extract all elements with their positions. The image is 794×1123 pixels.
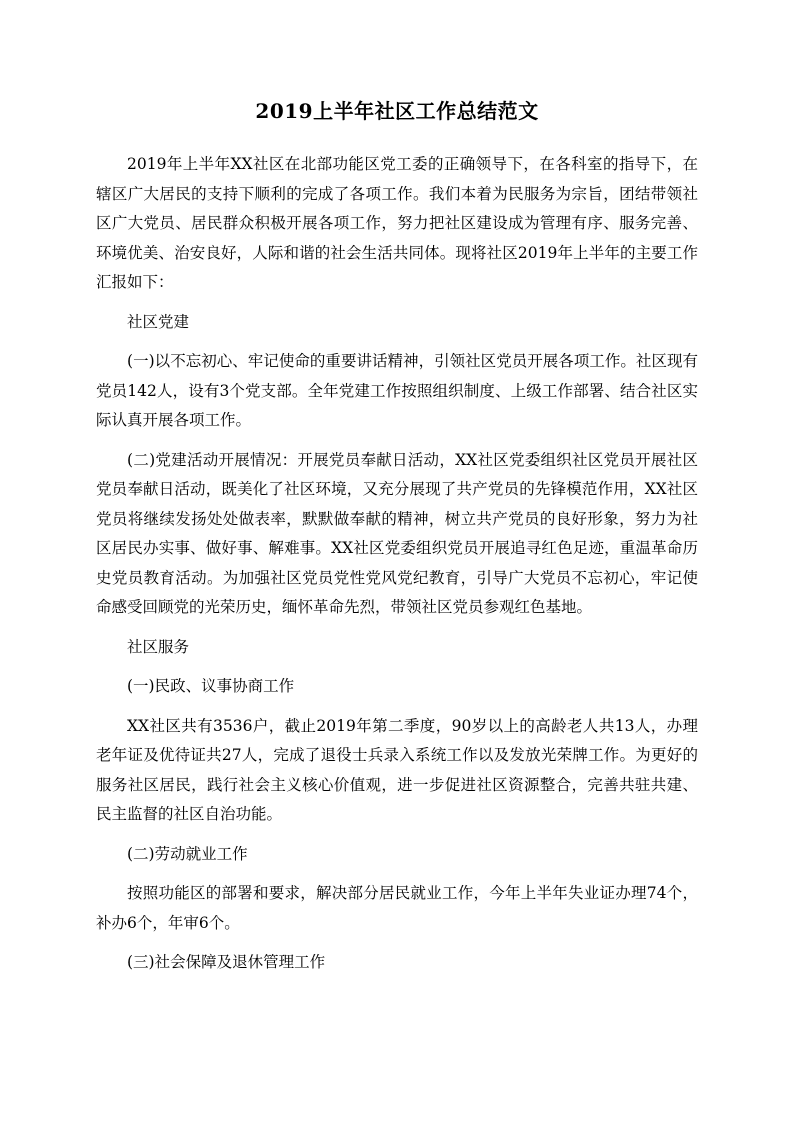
party-building-paragraph-2: (二)党建活动开展情况：开展党员奉献日活动，XX社区党委组织社区党员开展社区党员奉献日活动，既美化了社区环境，又充分展现了共产党员的先锋模范作用，XX社区党员将继续发扬处处做表率，默默做奉献的精神，树立共产党员的良好形象，努力为社区居民办实事、做好事、解难事。XX社区党委组织党员开展追寻红色足迹，重温革命历史党员教育活动。为加强社区党员党性党风党纪教育，引导广大党员不忘初心，牢记使命感受回顾党的光荣历史，缅怀革命先烈，带领社区党员参观红色基地。 (96, 450, 698, 616)
document-body (96, 150, 698, 988)
subheading-civil-affairs: (一)民政、议事协商工作 (127, 677, 295, 695)
subheading-employment: (二)劳动就业工作 (127, 844, 248, 863)
section-heading-party-building: 社区党建 (127, 312, 190, 331)
party-building-paragraph-1: (一)以不忘初心、牢记使命的重要讲话精神，引领社区党员开展各项工作。社区现有党员142人，设有3个党支部。全年党建工作按照组织制度、上级工作部署、结合社区实际认真开展各项工作。 (96, 352, 698, 429)
employment-paragraph: 按照功能区的部署和要求，解决部分居民就业工作，今年上半年失业证办理74个，补办6个，年审6个。 (96, 884, 698, 932)
civil-affairs-paragraph: XX社区共有3536户，截止2019年第二季度，90岁以上的高龄老人共13人，办理老年证及优待证共27人，完成了退役士兵录入系统工作以及发放光荣牌工作。为更好的服务社区居民，践行社会主义核心价值观，进一步促进社区资源整合，完善共驻共建、民主监督的社区自治功能。 (96, 716, 698, 823)
intro-paragraph: 2019年上半年XX社区在北部功能区党工委的正确领导下，在各科室的指导下，在辖区广大居民的支持下顺利的完成了各项工作。我们本着为民服务为宗旨，团结带领社区广大党员、居民群众积极开展各项工作，努力把社区建设成为管理有序、服务完善、环境优美、治安良好，人际和谐的社会生活共同体。现将社区2019年上半年的主要工作汇报如下： (96, 155, 698, 291)
document-title: 2019上半年社区工作总结范文 (255, 99, 539, 123)
section-heading-community-service: 社区服务 (127, 637, 190, 656)
subheading-social-security: (三)社会保障及退休管理工作 (127, 953, 326, 971)
